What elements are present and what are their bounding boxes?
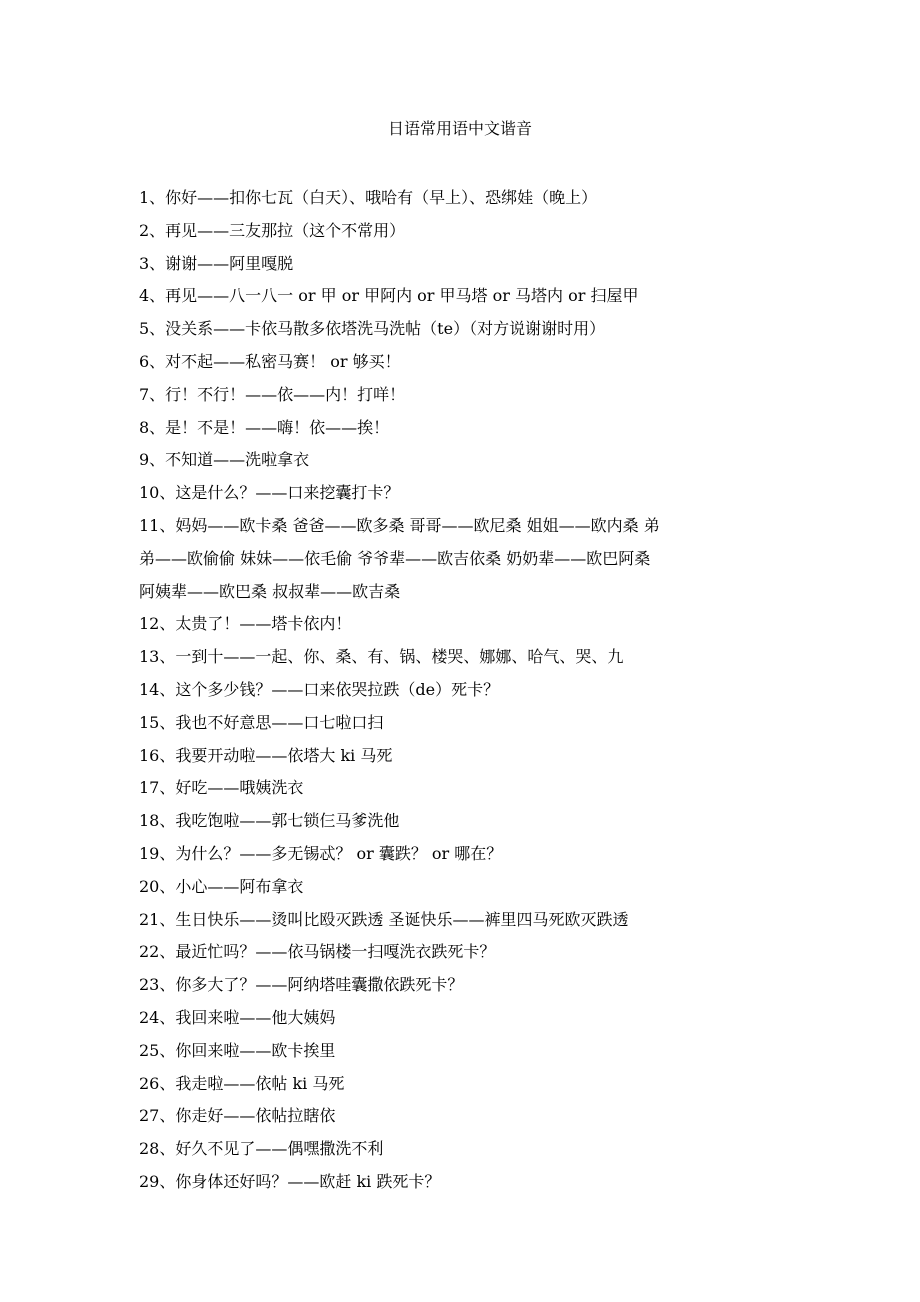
phrase-item: 29、你身体还好吗？——欧赶 ki 跌死卡？ [139, 1171, 441, 1191]
phrase-item: 8、是！不是！——嗨！依——挨！ [139, 417, 390, 437]
phrase-item: 21、生日快乐——烫叫比殴灭跌透 圣诞快乐——裤里四马死欧灭跌透 [139, 909, 629, 929]
phrase-item: 7、行！不行！——依——内！打咩！ [139, 384, 406, 404]
phrase-item: 1、你好——扣你七瓦（白天）、哦哈有（早上）、恐绑娃（晚上） [139, 188, 598, 207]
phrase-item: 26、我走啦——依帖 ki 马死 [139, 1073, 345, 1093]
phrase-item: 24、我回来啦——他大姨妈 [139, 1007, 336, 1027]
phrase-item: 12、太贵了！——塔卡依内！ [139, 614, 352, 634]
phrase-item: 2、再见——三友那拉（这个不常用） [139, 220, 406, 240]
phrase-item: 4、再见——八一八一 or 甲 or 甲阿内 or 甲马塔 or 马塔内 or 扫屋甲 [139, 286, 639, 306]
phrase-item: 18、我吃饱啦——郭七锁仨马爹洗他 [139, 811, 400, 831]
phrase-item: 19、为什么？——多无锡忒？ or 囊跌？ or 哪在？ [139, 843, 503, 863]
document-title: 日语常用语中文谐音 [387, 119, 532, 138]
phrase-item-family [139, 510, 779, 608]
phrase-item: 9、不知道——洗啦拿衣 [139, 450, 310, 470]
phrase-line: 弟——欧偷偷 妹妹——依毛偷 爷爷辈——欧吉依桑 奶奶辈——欧巴阿桑 [139, 548, 651, 568]
phrase-item: 15、我也不好意思——口七啦口扫 [139, 712, 384, 732]
phrase-item: 17、好吃——哦姨洗衣 [139, 778, 304, 798]
phrase-item: 20、小心——阿布拿衣 [139, 876, 304, 896]
phrase-item: 13、一到十——一起、你、桑、有、锅、楼哭、娜娜、哈气、哭、九 [139, 647, 624, 667]
phrase-item: 5、没关系——卡依马散多依塔洗马洗帖（te）（对方说谢谢时用） [139, 319, 606, 339]
phrase-item: 25、你回来啦——欧卡挨里 [139, 1040, 336, 1060]
phrase-list [139, 182, 779, 1199]
phrase-item: 27、你走好——依帖拉瞎依 [139, 1106, 336, 1126]
phrase-item: 10、这是什么？——口来挖囊打卡？ [139, 483, 400, 503]
phrase-item: 23、你多大了？——阿纳塔哇囊撒依跌死卡？ [139, 975, 464, 995]
phrase-item: 22、最近忙吗？——依马锅楼一扫嘎洗衣跌死卡？ [139, 942, 496, 962]
phrase-line: 阿姨辈——欧巴桑 叔叔辈——欧吉桑 [139, 581, 401, 601]
phrase-item: 14、这个多少钱？——口来依哭拉跌（de）死卡？ [139, 679, 500, 699]
phrase-item: 28、好久不见了——偶嘿撒洗不利 [139, 1139, 384, 1159]
phrase-line: 11、妈妈——欧卡桑 爸爸——欧多桑 哥哥——欧尼桑 姐姐——欧内桑 弟 [139, 515, 660, 535]
phrase-item: 16、我要开动啦——依塔大 ki 马死 [139, 745, 393, 765]
phrase-item: 6、对不起——私密马赛！ or 够买！ [139, 351, 401, 371]
phrase-item: 3、谢谢——阿里嘎脱 [139, 253, 294, 273]
